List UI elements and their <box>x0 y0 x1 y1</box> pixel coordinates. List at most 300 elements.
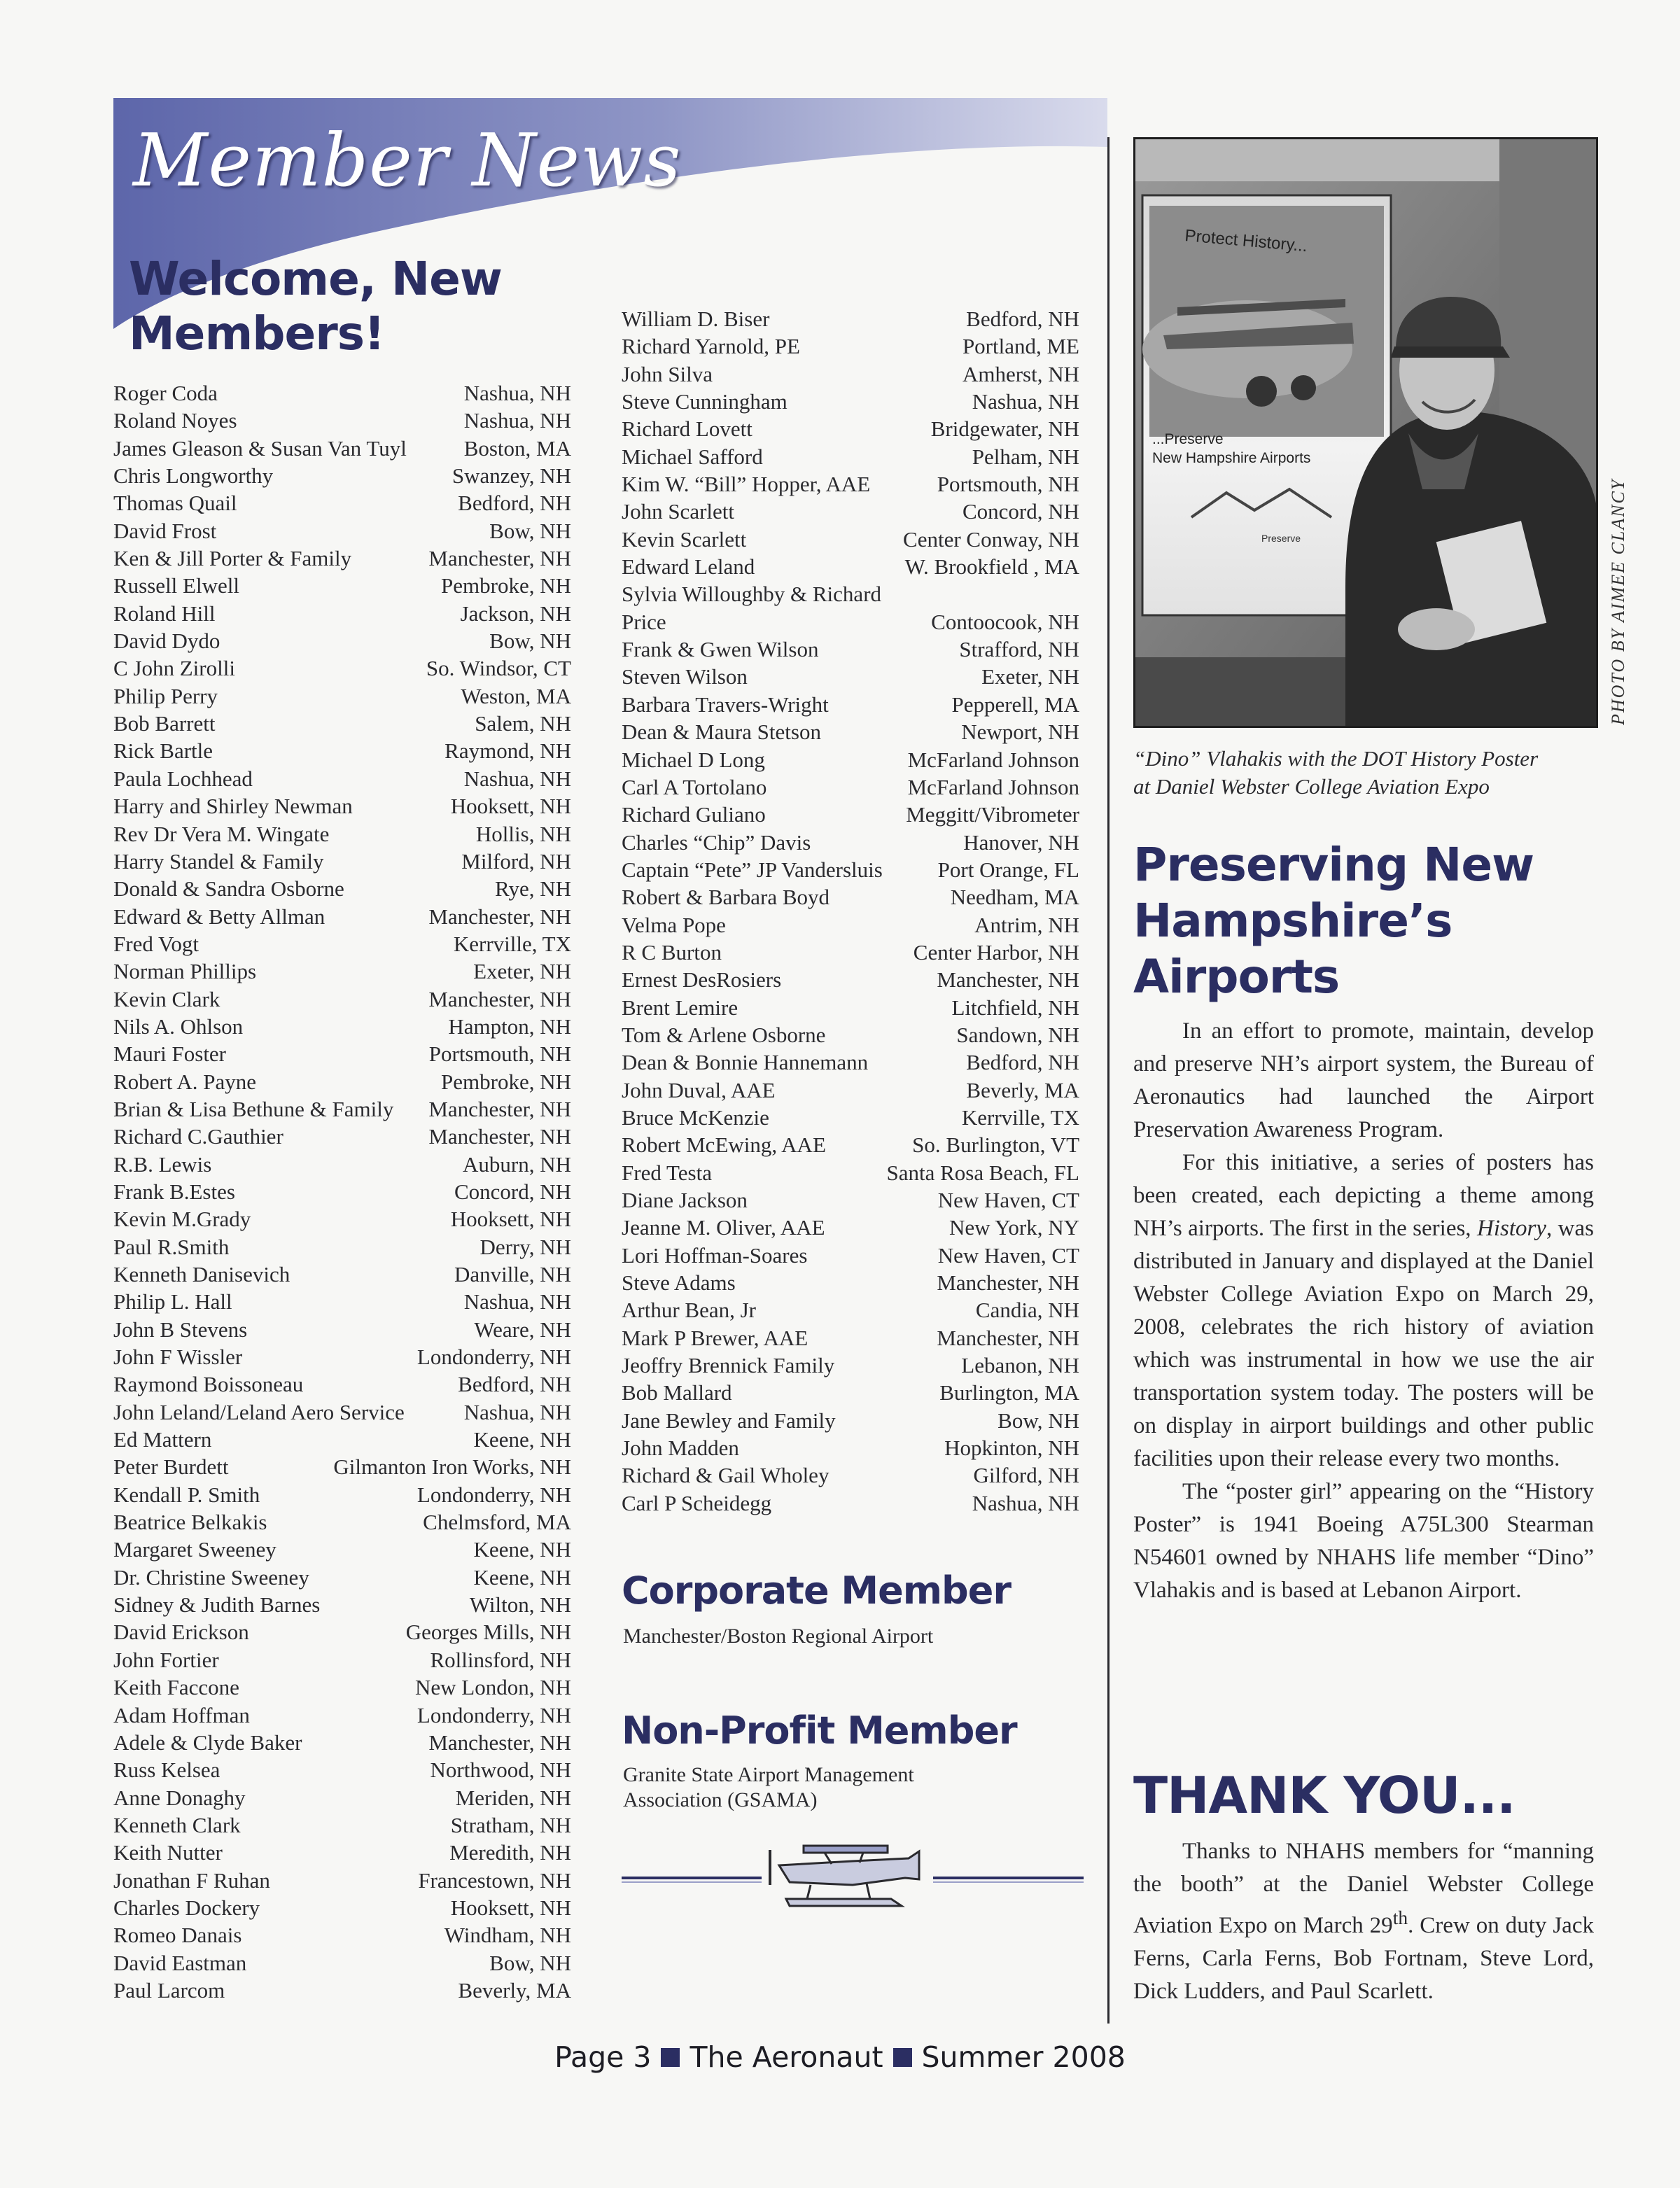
welcome-heading-line1: Welcome, New <box>129 252 502 306</box>
member-name: R C Burton <box>622 939 722 965</box>
member-location: Beverly, MA <box>966 1077 1079 1102</box>
member-location: Hooksett, NH <box>450 1895 571 1920</box>
member-name: John Scarlett <box>622 499 734 524</box>
member-location: Bow, NH <box>489 518 571 543</box>
member-name: John B Stevens <box>113 1317 248 1342</box>
member-location: Manchester, NH <box>937 1270 1079 1296</box>
member-row <box>113 1894 571 1921</box>
dino-vlahakis-photo <box>1133 137 1598 728</box>
member-row <box>622 388 1079 415</box>
member-name: Ernest DesRosiers <box>622 967 782 993</box>
member-row <box>113 1536 571 1563</box>
member-row <box>622 994 1079 1021</box>
member-name: Keith Nutter <box>113 1840 223 1865</box>
member-row <box>622 663 1079 690</box>
member-list-column-1 <box>113 379 571 2004</box>
member-location: Meggitt/Vibrometer <box>906 802 1079 827</box>
member-row <box>113 572 571 599</box>
member-location: Gilmanton Iron Works, NH <box>333 1454 571 1480</box>
member-location: McFarland Johnson <box>907 747 1079 772</box>
member-row <box>622 1242 1079 1269</box>
member-row <box>622 746 1079 773</box>
member-location: Bedford, NH <box>966 1050 1079 1075</box>
member-row <box>113 710 571 737</box>
member-name: Adele & Clyde Baker <box>113 1730 302 1755</box>
member-row <box>113 792 571 820</box>
member-name: Anne Donaghy <box>113 1785 246 1810</box>
preserving-paragraph-3: The “poster girl” appearing on the “History Poster” is 1941 Boeing A75L300 Stearman N54601 owned by NHAHS life member “Dino” Vlahakis and is based at Lebanon Airport. <box>1133 1479 1594 1603</box>
member-row <box>113 1398 571 1426</box>
thanks-before: Thanks to NHAHS members for “manning the booth” at the Daniel Webster College Aviation Expo on March 29 <box>1133 1839 1594 1938</box>
member-name: David Erickson <box>113 1620 249 1645</box>
corporate-member-text: Manchester/Boston Regional Airport <box>623 1625 934 1648</box>
member-row <box>113 627 571 654</box>
welcome-heading <box>129 252 549 361</box>
member-name: David Dydo <box>113 629 220 654</box>
member-location: Auburn, NH <box>463 1151 571 1177</box>
member-name: Richard & Gail Wholey <box>622 1463 830 1488</box>
poster-mid-text-2: New Hampshire Airports <box>1152 450 1311 466</box>
member-location: Nashua, NH <box>463 1289 571 1314</box>
member-row <box>622 553 1079 580</box>
member-name: Russell Elwell <box>113 573 239 598</box>
member-row <box>622 470 1079 498</box>
member-name: Diane Jackson <box>622 1188 748 1212</box>
member-name: Lori Hoffman-Soares <box>622 1242 808 1268</box>
member-name: Michael D Long <box>622 747 765 772</box>
square-bullet-icon <box>661 2048 680 2067</box>
nonprofit-member-heading: Non-Profit Member <box>622 1709 1017 1753</box>
member-name: Frank & Gwen Wilson <box>622 637 819 662</box>
member-name: Kenneth Clark <box>113 1812 241 1837</box>
member-name: John Madden <box>622 1436 739 1461</box>
member-location: Center Conway, NH <box>903 526 1079 552</box>
member-name: Richard Guliano <box>622 802 766 827</box>
member-row <box>622 718 1079 745</box>
member-name: Jonathan F Ruhan <box>113 1867 270 1893</box>
member-location: Hanover, NH <box>963 829 1079 855</box>
page-title: Member News <box>133 118 682 203</box>
member-row <box>622 1461 1079 1489</box>
member-location: Beverly, MA <box>458 1977 571 2003</box>
member-location: Weare, NH <box>474 1317 571 1342</box>
member-name: William D. Biser <box>622 307 770 331</box>
member-location: Weston, MA <box>461 683 571 708</box>
member-list-column-2 <box>622 305 1079 1517</box>
member-row <box>622 498 1079 525</box>
member-row <box>113 1178 571 1205</box>
member-row <box>113 654 571 682</box>
member-row <box>622 691 1079 718</box>
member-location: Exeter, NH <box>473 959 571 984</box>
member-name: Barbara Travers-Wright <box>622 692 829 717</box>
member-row <box>622 856 1079 883</box>
member-row <box>622 883 1079 911</box>
member-name: Robert McEwing, AAE <box>622 1132 826 1158</box>
member-name: Robert A. Payne <box>113 1069 257 1094</box>
member-name: Margaret Sweeney <box>113 1537 276 1562</box>
member-name: Jane Bewley and Family <box>622 1408 836 1433</box>
member-location: Nashua, NH <box>463 408 571 433</box>
member-row <box>113 1591 571 1618</box>
member-row <box>113 737 571 764</box>
member-location: Windham, NH <box>444 1923 571 1948</box>
member-location: New York, NY <box>948 1215 1079 1240</box>
nonprofit-line1: Granite State Airport Management <box>623 1763 914 1786</box>
member-location: Manchester, NH <box>428 1096 571 1121</box>
member-row <box>113 517 571 545</box>
member-location: Bedford, NH <box>458 1372 571 1397</box>
member-row <box>113 1261 571 1288</box>
member-location: Pembroke, NH <box>441 1069 571 1094</box>
member-row <box>113 1316 571 1343</box>
nonprofit-member-text <box>623 1762 914 1813</box>
member-row <box>622 526 1079 553</box>
member-location: Swanzey, NH <box>451 463 571 489</box>
member-location: Derry, NH <box>479 1234 571 1259</box>
member-name: Sidney & Judith Barnes <box>113 1592 321 1618</box>
member-name: Captain “Pete” JP Vandersluis <box>622 857 883 882</box>
square-bullet-icon <box>893 2048 912 2067</box>
member-location: Center Harbor, NH <box>913 939 1079 965</box>
member-name: John Fortier <box>113 1647 219 1672</box>
member-row <box>622 966 1079 993</box>
member-location: New London, NH <box>415 1675 571 1700</box>
member-name: Mark P Brewer, AAE <box>622 1325 808 1350</box>
member-name: Edward Leland <box>622 554 755 580</box>
member-name: John Leland/Leland Aero Service <box>113 1399 405 1424</box>
page-footer <box>0 2040 1680 2074</box>
member-row <box>113 1288 571 1315</box>
member-name: Arthur Bean, Jr <box>622 1298 756 1323</box>
member-name: Fred Vogt <box>113 931 200 956</box>
member-location: Manchester, NH <box>937 1325 1079 1350</box>
member-row <box>622 636 1079 663</box>
member-name: Keith Faccone <box>113 1675 239 1700</box>
member-row <box>113 1921 571 1949</box>
member-name: Roland Hill <box>113 601 216 626</box>
member-name: Bruce McKenzie <box>622 1104 769 1130</box>
member-row <box>113 930 571 958</box>
member-row <box>113 1564 571 1591</box>
member-row <box>113 958 571 985</box>
member-location: W. Brookfield , MA <box>904 554 1079 580</box>
member-location: Meredith, NH <box>449 1840 571 1865</box>
member-row <box>113 1949 571 1977</box>
member-name: Robert & Barbara Boyd <box>622 885 830 910</box>
member-name: Philip Perry <box>113 683 218 708</box>
member-location: Manchester, NH <box>428 1730 571 1755</box>
member-location: Stratham, NH <box>450 1812 571 1837</box>
member-location: Pembroke, NH <box>441 573 571 598</box>
member-name: Peter Burdett <box>113 1454 229 1480</box>
member-location: Londonderry, NH <box>416 1702 571 1727</box>
member-name: Kenneth Danisevich <box>113 1262 290 1286</box>
member-location: Northwood, NH <box>430 1758 571 1783</box>
thank-you-heading: THANK YOU... <box>1133 1766 1516 1825</box>
member-name: Rev Dr Vera M. Wingate <box>113 821 330 846</box>
seaplane-ornament-icon <box>622 1830 1084 1921</box>
member-row <box>113 379 571 407</box>
member-name: Beatrice Belkakis <box>113 1510 267 1535</box>
preserving-title-line2: Hampshire’s <box>1133 894 1452 948</box>
member-row <box>622 829 1079 856</box>
member-location: Newport, NH <box>961 720 1079 745</box>
member-name: Richard Lovett <box>622 416 752 442</box>
member-row <box>113 1453 571 1480</box>
member-name: Edward & Betty Allman <box>113 904 326 929</box>
member-name: Tom & Arlene Osborne <box>622 1022 826 1047</box>
footer-page-number: Page 3 <box>554 2040 652 2074</box>
member-location: Danville, NH <box>454 1262 571 1286</box>
member-row <box>622 1021 1079 1049</box>
photo-illustration <box>1135 139 1596 726</box>
member-location: New Haven, CT <box>937 1242 1079 1268</box>
member-name: Richard C.Gauthier <box>113 1124 284 1149</box>
preserving-title-line3: Airports <box>1133 950 1340 1004</box>
member-name: Paul R.Smith <box>113 1234 230 1259</box>
member-name: Richard Yarnold, PE <box>622 334 800 359</box>
member-row <box>113 435 571 462</box>
member-row <box>622 1296 1079 1324</box>
member-row <box>622 1352 1079 1379</box>
member-row <box>113 1040 571 1067</box>
member-row <box>113 1508 571 1536</box>
member-row <box>622 360 1079 388</box>
member-location: Nashua, NH <box>463 381 571 405</box>
member-row <box>113 1013 571 1040</box>
member-location: Manchester, NH <box>937 967 1079 993</box>
preserving-paragraph-2 <box>1133 1146 1594 1475</box>
member-name: Steve Adams <box>622 1270 736 1296</box>
member-location: New Haven, CT <box>937 1188 1079 1212</box>
member-location: Pelham, NH <box>972 444 1079 469</box>
photo-caption <box>1133 745 1597 801</box>
member-location: Concord, NH <box>454 1179 571 1204</box>
member-row <box>622 1077 1079 1104</box>
preserving-p2-before: For this initiative, a series of posters has been created, each depicting a theme among NH’s airports. The first in the series, <box>1133 1150 1594 1241</box>
member-location: Hooksett, NH <box>450 794 571 819</box>
member-name: Ken & Jill Porter & Family <box>113 546 352 571</box>
member-name: Bob Barrett <box>113 711 216 736</box>
member-name: Thomas Quail <box>113 491 237 516</box>
member-row <box>113 1151 571 1178</box>
member-name: Frank B.Estes <box>113 1179 235 1204</box>
member-name: Mauri Foster <box>113 1042 227 1067</box>
member-location: So. Burlington, VT <box>912 1132 1079 1158</box>
member-location: Hooksett, NH <box>450 1207 571 1232</box>
member-row <box>113 1702 571 1729</box>
photo-credit: PHOTO BY AIMEE CLANCY <box>1608 478 1628 725</box>
member-name: Ed Mattern <box>113 1427 212 1452</box>
member-row <box>622 580 1079 608</box>
member-row <box>113 1756 571 1783</box>
member-name: Bob Mallard <box>622 1380 732 1405</box>
member-row <box>622 1214 1079 1241</box>
preserving-article-body <box>1133 1015 1594 1607</box>
member-name: Brian & Lisa Bethune & Family <box>113 1096 394 1121</box>
member-name: Fred Testa <box>622 1160 712 1185</box>
member-row <box>622 1407 1079 1434</box>
member-location: Santa Rosa Beach, FL <box>886 1160 1079 1185</box>
member-name: Price <box>622 609 666 634</box>
caption-line1: “Dino” Vlahakis with the DOT History Poster <box>1133 746 1539 771</box>
member-name: Norman Phillips <box>113 959 257 984</box>
member-row <box>113 489 571 517</box>
member-location: Manchester, NH <box>428 546 571 571</box>
preserving-p2-history: History <box>1477 1216 1546 1241</box>
member-location: Francestown, NH <box>418 1867 571 1893</box>
member-row <box>113 1123 571 1150</box>
member-name: Jeanne M. Oliver, AAE <box>622 1215 825 1240</box>
member-location: Londonderry, NH <box>416 1345 571 1370</box>
member-name: Dr. Christine Sweeney <box>113 1564 309 1590</box>
member-row <box>622 1434 1079 1461</box>
member-row <box>113 407 571 434</box>
preserving-p2-after: , was distributed in January and displayed at the Daniel Webster College Aviation Expo on March 29, 2008, celebrates the rich history of aviation which was instrumental in how we use the air transportation system today. The posters will be on display in airport buildings and other public facilities upon their release every two months. <box>1133 1216 1595 1471</box>
preserving-airports-heading <box>1133 837 1609 1005</box>
member-row <box>622 1104 1079 1131</box>
member-location: Antrim, NH <box>974 912 1079 937</box>
footer-publication: The Aeronaut <box>690 2040 883 2074</box>
member-location: Nashua, NH <box>463 766 571 791</box>
member-location: Manchester, NH <box>428 986 571 1011</box>
member-location: Manchester, NH <box>428 1124 571 1149</box>
member-location: Lebanon, NH <box>961 1353 1079 1378</box>
member-name: Donald & Sandra Osborne <box>113 876 344 902</box>
member-name: Romeo Danais <box>113 1923 242 1948</box>
member-name: Nils A. Ohlson <box>113 1014 244 1039</box>
member-name: Kevin Scarlett <box>622 526 747 552</box>
member-row <box>622 1159 1079 1186</box>
member-location: Boston, MA <box>463 435 571 461</box>
member-location: Chelmsford, MA <box>423 1510 571 1535</box>
member-location: Keene, NH <box>473 1564 571 1590</box>
member-name: John Duval, AAE <box>622 1077 776 1102</box>
member-row <box>113 848 571 875</box>
member-name: Steve Cunningham <box>622 389 788 414</box>
member-row <box>113 1784 571 1811</box>
member-location: Amherst, NH <box>962 361 1079 386</box>
thank-you-paragraph <box>1133 1835 1594 2008</box>
member-location: Bedford, NH <box>966 307 1079 331</box>
member-location: McFarland Johnson <box>907 774 1079 799</box>
member-name: Paul Larcom <box>113 1977 225 2003</box>
member-name: Carl P Scheidegg <box>622 1490 772 1515</box>
member-location: Bow, NH <box>489 1950 571 1975</box>
member-row <box>622 1489 1079 1517</box>
member-row <box>113 545 571 572</box>
preserving-title-line1: Preserving New <box>1133 838 1534 892</box>
member-location: Georges Mills, NH <box>405 1620 571 1645</box>
member-row <box>622 332 1079 360</box>
member-row <box>622 939 1079 966</box>
member-location: Nashua, NH <box>972 1490 1079 1515</box>
member-row <box>622 911 1079 939</box>
member-name: Adam Hoffman <box>113 1702 250 1727</box>
member-name: R.B. Lewis <box>113 1151 212 1177</box>
member-row <box>622 773 1079 801</box>
member-location: Nashua, NH <box>463 1399 571 1424</box>
member-row <box>113 1233 571 1261</box>
member-row <box>622 1186 1079 1214</box>
member-row <box>622 443 1079 470</box>
member-location: Bow, NH <box>489 629 571 654</box>
member-name: Dean & Bonnie Hannemann <box>622 1050 869 1075</box>
member-location: Bedford, NH <box>458 491 571 516</box>
member-name: James Gleason & Susan Van Tuyl <box>113 435 407 461</box>
member-location: Hollis, NH <box>475 821 571 846</box>
member-name: John F Wissler <box>113 1345 243 1370</box>
member-row <box>113 1811 571 1839</box>
preserving-paragraph-1: In an effort to promote, maintain, develop and preserve NH’s airport system, the Bureau of Aeronautics had launched the Airport Preservation Awareness Program. <box>1133 1018 1594 1142</box>
member-location: Candia, NH <box>975 1298 1079 1323</box>
member-row <box>113 765 571 792</box>
member-name: Kevin Clark <box>113 986 220 1011</box>
member-location: Nashua, NH <box>972 389 1079 414</box>
member-location: Kerrville, TX <box>453 931 571 956</box>
member-location: Litchfield, NH <box>951 995 1079 1020</box>
member-location: Bridgewater, NH <box>930 416 1079 442</box>
member-location: Hopkinton, NH <box>944 1436 1079 1461</box>
member-name: Kevin M.Grady <box>113 1207 251 1232</box>
member-name: Charles Dockery <box>113 1895 260 1920</box>
member-location: Exeter, NH <box>981 664 1079 689</box>
member-name: C John Zirolli <box>113 656 235 681</box>
member-location: Gilford, NH <box>973 1463 1079 1488</box>
member-name: Velma Pope <box>622 912 726 937</box>
member-name: David Frost <box>113 518 217 543</box>
member-location: Milford, NH <box>461 848 571 874</box>
member-name: Jeoffry Brennick Family <box>622 1353 835 1378</box>
member-row <box>113 1205 571 1233</box>
member-name: Kim W. “Bill” Hopper, AAE <box>622 472 871 497</box>
member-row <box>622 1269 1079 1296</box>
member-location: Hampton, NH <box>448 1014 571 1039</box>
member-name: John Silva <box>622 361 713 386</box>
member-row <box>622 1379 1079 1406</box>
caption-line2: at Daniel Webster College Aviation Expo <box>1133 774 1490 799</box>
member-location: Port Orange, FL <box>937 857 1079 882</box>
member-location: Jackson, NH <box>460 601 571 626</box>
member-row <box>622 1324 1079 1352</box>
member-location: Needham, MA <box>950 885 1079 910</box>
member-name: Rick Bartle <box>113 738 214 764</box>
member-row <box>113 1068 571 1095</box>
member-row <box>113 1618 571 1646</box>
member-location: Wilton, NH <box>469 1592 571 1618</box>
member-name: Russ Kelsea <box>113 1758 220 1783</box>
corporate-member-heading: Corporate Member <box>622 1569 1011 1613</box>
member-name: Raymond Boissoneau <box>113 1372 304 1397</box>
member-name: Harry Standel & Family <box>113 848 324 874</box>
footer-issue: Summer 2008 <box>921 2040 1126 2074</box>
member-row <box>113 903 571 930</box>
member-name: Philip L. Hall <box>113 1289 232 1314</box>
member-name: Dean & Maura Stetson <box>622 720 821 745</box>
member-location: Pepperell, MA <box>951 692 1079 717</box>
member-row <box>622 1131 1079 1158</box>
member-row <box>113 875 571 902</box>
member-row <box>622 415 1079 442</box>
member-row <box>113 1343 571 1370</box>
member-location: Rollinsford, NH <box>430 1647 571 1672</box>
member-row <box>113 1839 571 1866</box>
member-row <box>622 1049 1079 1076</box>
member-location: Portsmouth, NH <box>428 1042 571 1067</box>
member-location: Londonderry, NH <box>416 1482 571 1507</box>
member-name: David Eastman <box>113 1950 247 1975</box>
